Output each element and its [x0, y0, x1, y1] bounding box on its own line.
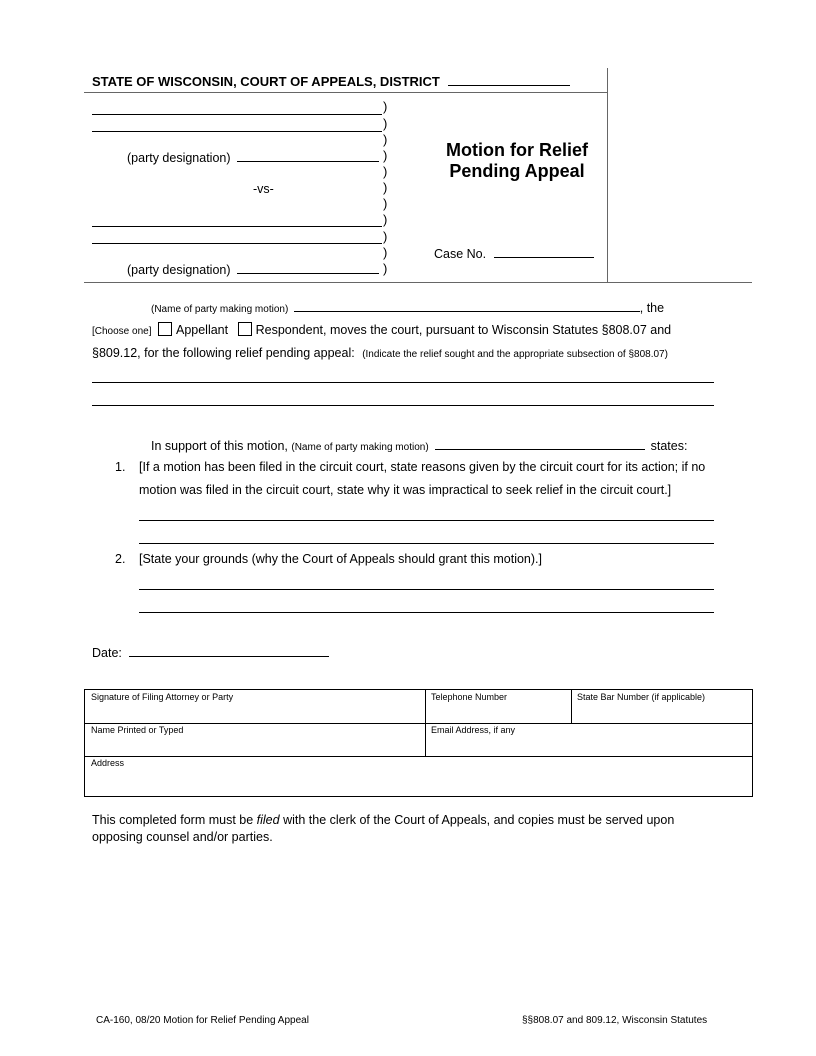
- item-1-text-line-1: [If a motion has been filed in the circuit court, state reasons given by the circuit court for its action; if no: [139, 460, 706, 474]
- item-2-answer-line-2[interactable]: [139, 598, 714, 613]
- form-title: [418, 140, 616, 182]
- signature-field[interactable]: Signature of Filing Attorney or Party: [91, 692, 234, 702]
- address-field[interactable]: Address: [91, 758, 125, 768]
- sig-col-divider-2: [571, 690, 572, 723]
- relief-line-1[interactable]: [92, 368, 714, 383]
- plaintiff-designation: [127, 149, 379, 165]
- paren: ): [383, 99, 388, 114]
- filing-notice: [92, 812, 732, 846]
- sig-col-divider-1: [425, 690, 426, 756]
- notice-before: This completed form must be: [92, 813, 257, 827]
- respondent-label: Respondent: [255, 323, 324, 337]
- district-field[interactable]: [448, 73, 570, 86]
- notice-line-1: [92, 812, 732, 829]
- support-name-label: (Name of party making motion): [291, 442, 429, 453]
- state-bar-field[interactable]: State Bar Number (if applicable): [577, 692, 706, 702]
- title-line-2: Pending Appeal: [449, 161, 585, 181]
- versus-text: -vs-: [253, 182, 274, 196]
- appellant-label: Appellant: [175, 323, 229, 337]
- support-text: In support of this motion,: [151, 439, 288, 453]
- paren: ): [383, 180, 388, 195]
- item-2-number: 2.: [115, 552, 126, 566]
- paren: ): [383, 245, 388, 260]
- caption-bottom-rule: [84, 282, 752, 283]
- notice-line-2: opposing counsel and/or parties.: [92, 830, 273, 844]
- sig-row-divider-1: [85, 723, 752, 724]
- case-no-label: Case No.: [434, 247, 487, 261]
- appellant-checkbox[interactable]: [158, 322, 172, 336]
- party-designation-label: (party designation): [127, 151, 231, 165]
- item-1-answer-line-1[interactable]: [139, 506, 714, 521]
- relief-hint: (Indicate the relief sought and the appropriate subsection of §808.07): [362, 349, 668, 360]
- sig-row-divider-2: [85, 756, 752, 757]
- date-row: [92, 644, 329, 660]
- plaintiff-name-line-1[interactable]: [92, 100, 382, 115]
- role-row: [92, 322, 671, 337]
- email-field[interactable]: Email Address, if any: [431, 725, 516, 735]
- paren: ): [383, 116, 388, 131]
- case-number: [434, 245, 594, 261]
- the-text: , the: [639, 301, 665, 315]
- paren: ): [383, 148, 388, 163]
- signature-block: [84, 689, 753, 797]
- paren: ): [383, 229, 388, 244]
- paren: ): [383, 132, 388, 147]
- defendant-designation-field[interactable]: [237, 261, 379, 274]
- moves-text: , moves the court, pursuant to Wisconsin Statutes §808.07 and: [323, 323, 672, 337]
- respondent-checkbox[interactable]: [238, 322, 252, 336]
- footer-form-id: CA-160, 08/20 Motion for Relief Pending Appeal: [96, 1015, 309, 1026]
- movant-name-label: (Name of party making motion): [151, 304, 289, 315]
- relief-text: §809.12, for the following relief pending appeal:: [92, 346, 355, 360]
- support-row: [151, 437, 687, 453]
- name-printed-field[interactable]: Name Printed or Typed: [91, 725, 184, 735]
- item-1-text-line-2: motion was filed in the circuit court, state why it was impractical to seek relief in the circuit court.]: [139, 483, 672, 497]
- item-2-text: [State your grounds (why the Court of Appeals should grant this motion).]: [139, 552, 542, 566]
- plaintiff-name-line-2[interactable]: [92, 117, 382, 132]
- paren: ): [383, 261, 388, 276]
- paren: ): [383, 164, 388, 179]
- relief-line-2[interactable]: [92, 391, 714, 406]
- movant-name-field[interactable]: [294, 299, 640, 312]
- court-line: STATE OF WISCONSIN, COURT OF APPEALS, DISTRICT: [92, 74, 440, 89]
- telephone-field[interactable]: Telephone Number: [431, 692, 508, 702]
- paren: ): [383, 196, 388, 211]
- party-designation-label: (party designation): [127, 263, 231, 277]
- notice-filed: filed: [256, 813, 280, 827]
- title-line-1: Motion for Relief: [446, 140, 588, 160]
- support-name-field[interactable]: [435, 437, 645, 450]
- case-no-field[interactable]: [494, 245, 594, 258]
- item-1-answer-line-2[interactable]: [139, 529, 714, 544]
- notice-after: with the clerk of the Court of Appeals, and copies must be served upon: [279, 813, 675, 827]
- defendant-name-line-1[interactable]: [92, 212, 382, 227]
- date-label: Date:: [92, 646, 122, 660]
- court-heading: [92, 73, 570, 89]
- footer-statutes: §§808.07 and 809.12, Wisconsin Statutes: [522, 1015, 708, 1026]
- defendant-designation: [127, 261, 379, 277]
- choose-one-label: [Choose one]: [92, 326, 152, 337]
- relief-row: [92, 346, 668, 360]
- item-1-number: 1.: [115, 460, 126, 474]
- date-field[interactable]: [129, 644, 329, 657]
- caption-top-rule: [84, 92, 608, 93]
- paren: ): [383, 212, 388, 227]
- plaintiff-designation-field[interactable]: [237, 149, 379, 162]
- item-2-answer-line-1[interactable]: [139, 575, 714, 590]
- movant-row: [151, 299, 664, 315]
- defendant-name-line-2[interactable]: [92, 229, 382, 244]
- states-text: states:: [650, 439, 688, 453]
